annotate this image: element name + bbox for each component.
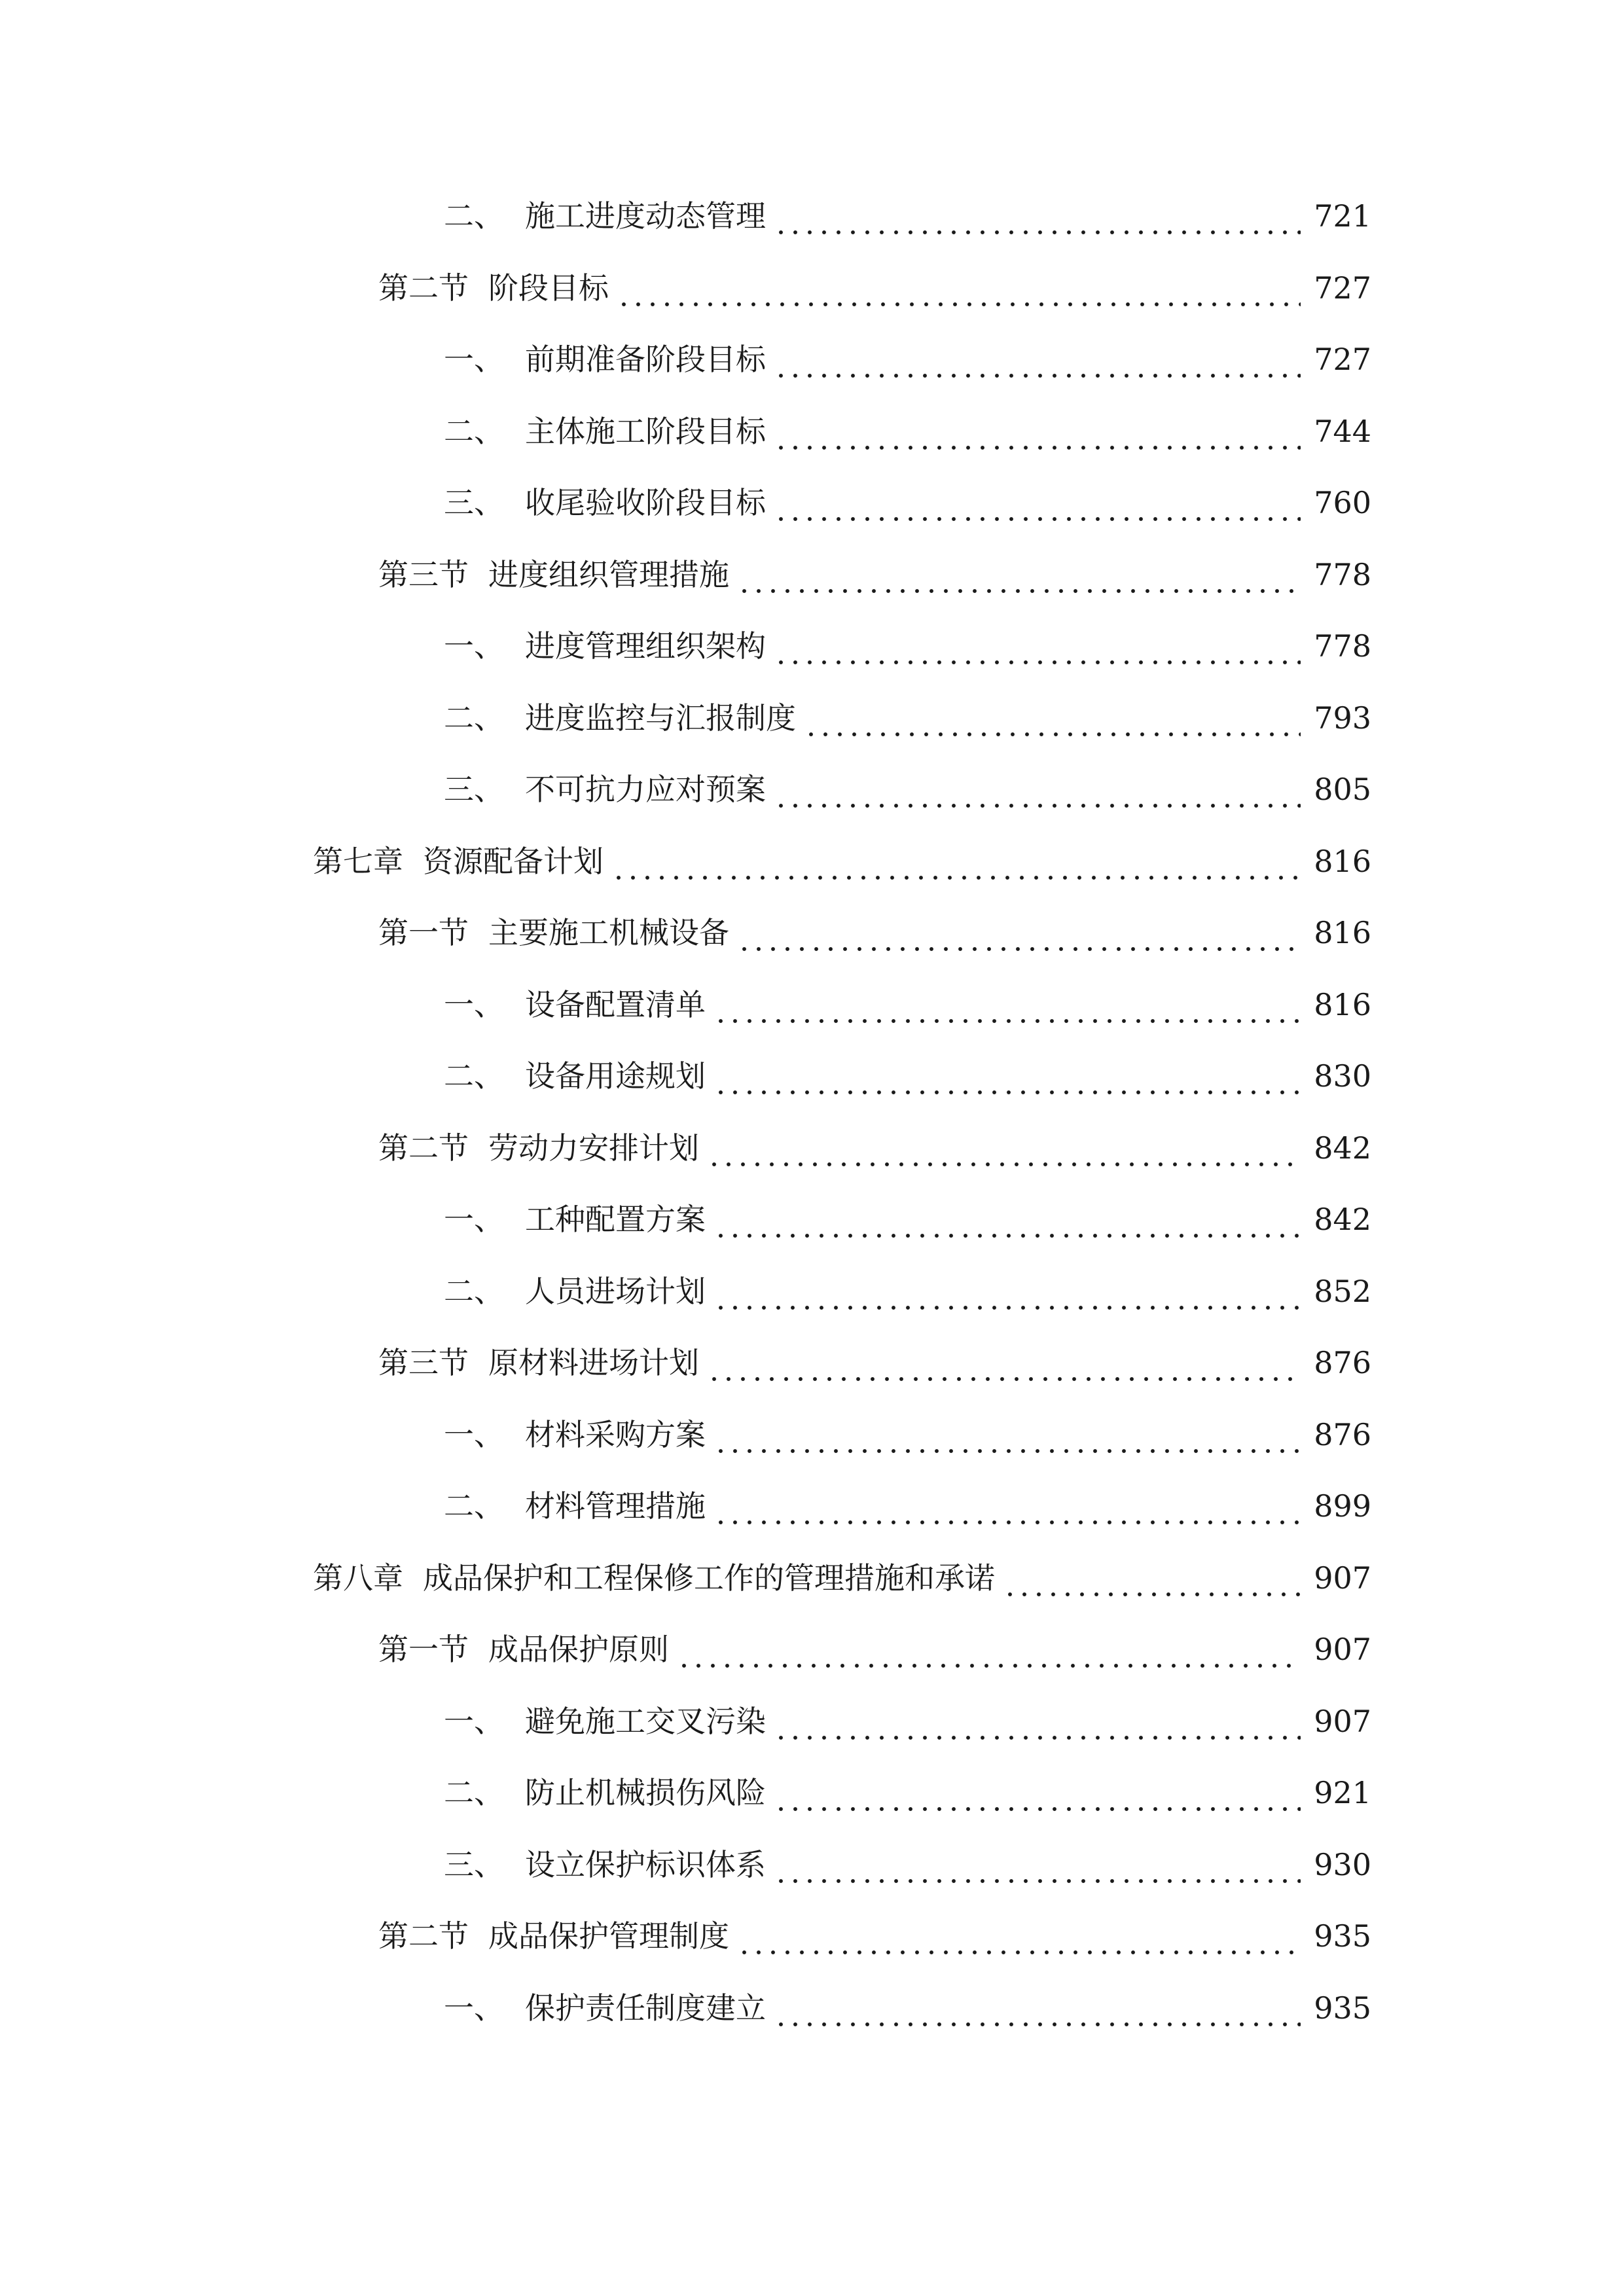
toc-entry[interactable] [444,190,1371,242]
toc-entry-title: 成品保护原则 [488,1632,669,1667]
toc-entry-title: 成品保护管理制度 [488,1918,729,1954]
dot-leader [804,692,1301,744]
dot-leader [713,978,1301,1031]
toc-entry-number: 一、 [444,1202,504,1237]
toc-entry[interactable] [378,906,1371,959]
toc-entry-title: 设立保护标识体系 [525,1847,766,1882]
toc-entry-number: 第七章 [313,844,403,879]
toc-entry[interactable] [378,1623,1371,1676]
toc-entry-page: 727 [1314,270,1371,306]
dot-leader [713,1193,1301,1246]
toc-entry[interactable] [378,548,1371,601]
toc-entry-page: 805 [1314,772,1371,807]
toc-entry-page: 921 [1314,1775,1371,1810]
dot-leader [774,763,1301,816]
dot-leader [713,1408,1301,1461]
toc-entry-number: 第三节 [378,1345,469,1380]
dot-leader [774,333,1301,386]
toc-entry-page: 727 [1314,342,1371,377]
dot-leader [774,1695,1301,1748]
toc-entry-number: 二、 [444,1274,504,1309]
toc-entry-page: 793 [1314,700,1371,736]
toc-entry-title: 主要施工机械设备 [488,915,729,950]
toc-entry[interactable] [444,1265,1371,1318]
toc-entry-number: 第二节 [378,270,469,306]
dot-leader [707,1122,1301,1174]
toc-entry-title: 前期准备阶段目标 [525,342,766,377]
toc-entry-page: 876 [1314,1417,1371,1452]
toc-entry-title: 收尾验收阶段目标 [525,485,766,520]
toc-entry-number: 二、 [444,1058,504,1094]
toc-entry-number: 二、 [444,198,504,234]
toc-entry-page: 907 [1314,1560,1371,1596]
toc-entry[interactable] [444,476,1371,529]
toc-entry-page: 816 [1314,844,1371,879]
toc-entry-number: 二、 [444,1775,504,1810]
toc-entry[interactable] [444,1982,1371,2034]
dot-leader [774,1767,1301,1819]
toc-entry-title: 进度组织管理措施 [488,557,729,592]
toc-entry-title: 保护责任制度建立 [525,1990,766,2026]
toc-entry[interactable] [444,1695,1371,1748]
dot-leader [713,1050,1301,1102]
toc-entry-page: 816 [1314,987,1371,1022]
toc-entry-number: 二、 [444,414,504,449]
toc-entry-number: 三、 [444,772,504,807]
toc-entry-number: 第二节 [378,1918,469,1954]
toc-entry-title: 避免施工交叉污染 [525,1704,766,1739]
toc-entry[interactable] [444,1839,1371,1891]
toc-entry-number: 第二节 [378,1130,469,1166]
toc-entry-title: 材料采购方案 [525,1417,706,1452]
toc-entry-page: 721 [1314,198,1371,234]
dot-leader [611,835,1301,888]
toc-entry-number: 一、 [444,628,504,664]
toc-entry-number: 一、 [444,1417,504,1452]
toc-entry-title: 不可抗力应对预案 [525,772,766,807]
toc-entry[interactable] [378,1910,1371,1962]
toc-entry[interactable] [313,835,1371,888]
toc-entry[interactable] [444,1050,1371,1102]
toc-entry-number: 一、 [444,987,504,1022]
toc-entry-page: 744 [1314,414,1371,449]
toc-entry[interactable] [378,262,1371,314]
toc-entry-title: 劳动力安排计划 [488,1130,699,1166]
toc-entry[interactable] [444,620,1371,672]
toc-entry-title: 施工进度动态管理 [525,198,766,234]
toc-entry[interactable] [444,1767,1371,1819]
toc-entry-number: 第三节 [378,557,469,592]
toc-entry-page: 842 [1314,1130,1371,1166]
toc-entry-page: 830 [1314,1058,1371,1094]
toc-entry-title: 进度管理组织架构 [525,628,766,664]
toc-entry-title: 工种配置方案 [525,1202,706,1237]
dot-leader [707,1336,1301,1389]
toc-entry[interactable] [444,1480,1371,1532]
toc-entry-page: 907 [1314,1704,1371,1739]
dot-leader [737,906,1301,959]
toc-entry-title: 主体施工阶段目标 [525,414,766,449]
toc-entry-page: 935 [1314,1918,1371,1954]
toc-entry-page: 930 [1314,1847,1371,1882]
toc-entry[interactable] [444,692,1371,744]
toc-entry[interactable] [378,1122,1371,1174]
toc-entry-page: 842 [1314,1202,1371,1237]
toc-entry-title: 成品保护和工程保修工作的管理措施和承诺 [423,1560,995,1596]
toc-entry-number: 三、 [444,485,504,520]
dot-leader [713,1480,1301,1532]
toc-entry-number: 一、 [444,1704,504,1739]
toc-entry-number: 三、 [444,1847,504,1882]
toc-entry-page: 816 [1314,915,1371,950]
toc-entry-title: 进度监控与汇报制度 [525,700,796,736]
toc-entry-number: 第一节 [378,915,469,950]
toc-entry-page: 876 [1314,1345,1371,1380]
dot-leader [774,405,1301,457]
toc-entry[interactable] [444,405,1371,457]
toc-entry-title: 防止机械损伤风险 [525,1775,766,1810]
toc-entry-number: 二、 [444,1488,504,1524]
toc-entry-title: 阶段目标 [488,270,609,306]
toc-entry[interactable] [444,978,1371,1031]
dot-leader [617,262,1301,314]
dot-leader [774,190,1301,242]
toc-entry-number: 第一节 [378,1632,469,1667]
dot-leader [713,1265,1301,1318]
toc-entry-page: 778 [1314,557,1371,592]
toc-entry-number: 一、 [444,1990,504,2026]
toc-entry-page: 907 [1314,1632,1371,1667]
toc-entry[interactable] [444,1408,1371,1461]
dot-leader [774,1982,1301,2034]
toc-entry-page: 935 [1314,1990,1371,2026]
toc-entry-number: 二、 [444,700,504,736]
toc-entry[interactable] [444,333,1371,386]
toc-entry-title: 材料管理措施 [525,1488,706,1524]
dot-leader [737,548,1301,601]
toc-entry[interactable] [444,763,1371,816]
toc-entry-page: 899 [1314,1488,1371,1524]
toc-entry-title: 原材料进场计划 [488,1345,699,1380]
dot-leader [774,476,1301,529]
toc-entry-number: 第八章 [313,1560,403,1596]
toc-entry-title: 设备配置清单 [525,987,706,1022]
dot-leader [677,1623,1301,1676]
toc-entry[interactable] [444,1193,1371,1246]
dot-leader [774,1839,1301,1891]
toc-entry-page: 852 [1314,1274,1371,1309]
toc-entry-number: 一、 [444,342,504,377]
toc-entry[interactable] [378,1336,1371,1389]
toc-entry-page: 760 [1314,485,1371,520]
dot-leader [737,1910,1301,1962]
toc-entry-title: 资源配备计划 [423,844,604,879]
toc-entry[interactable] [313,1552,1371,1604]
dot-leader [774,620,1301,672]
toc-entry-title: 人员进场计划 [525,1274,706,1309]
dot-leader [1003,1552,1301,1604]
toc-entry-title: 设备用途规划 [525,1058,706,1094]
toc-entry-page: 778 [1314,628,1371,664]
